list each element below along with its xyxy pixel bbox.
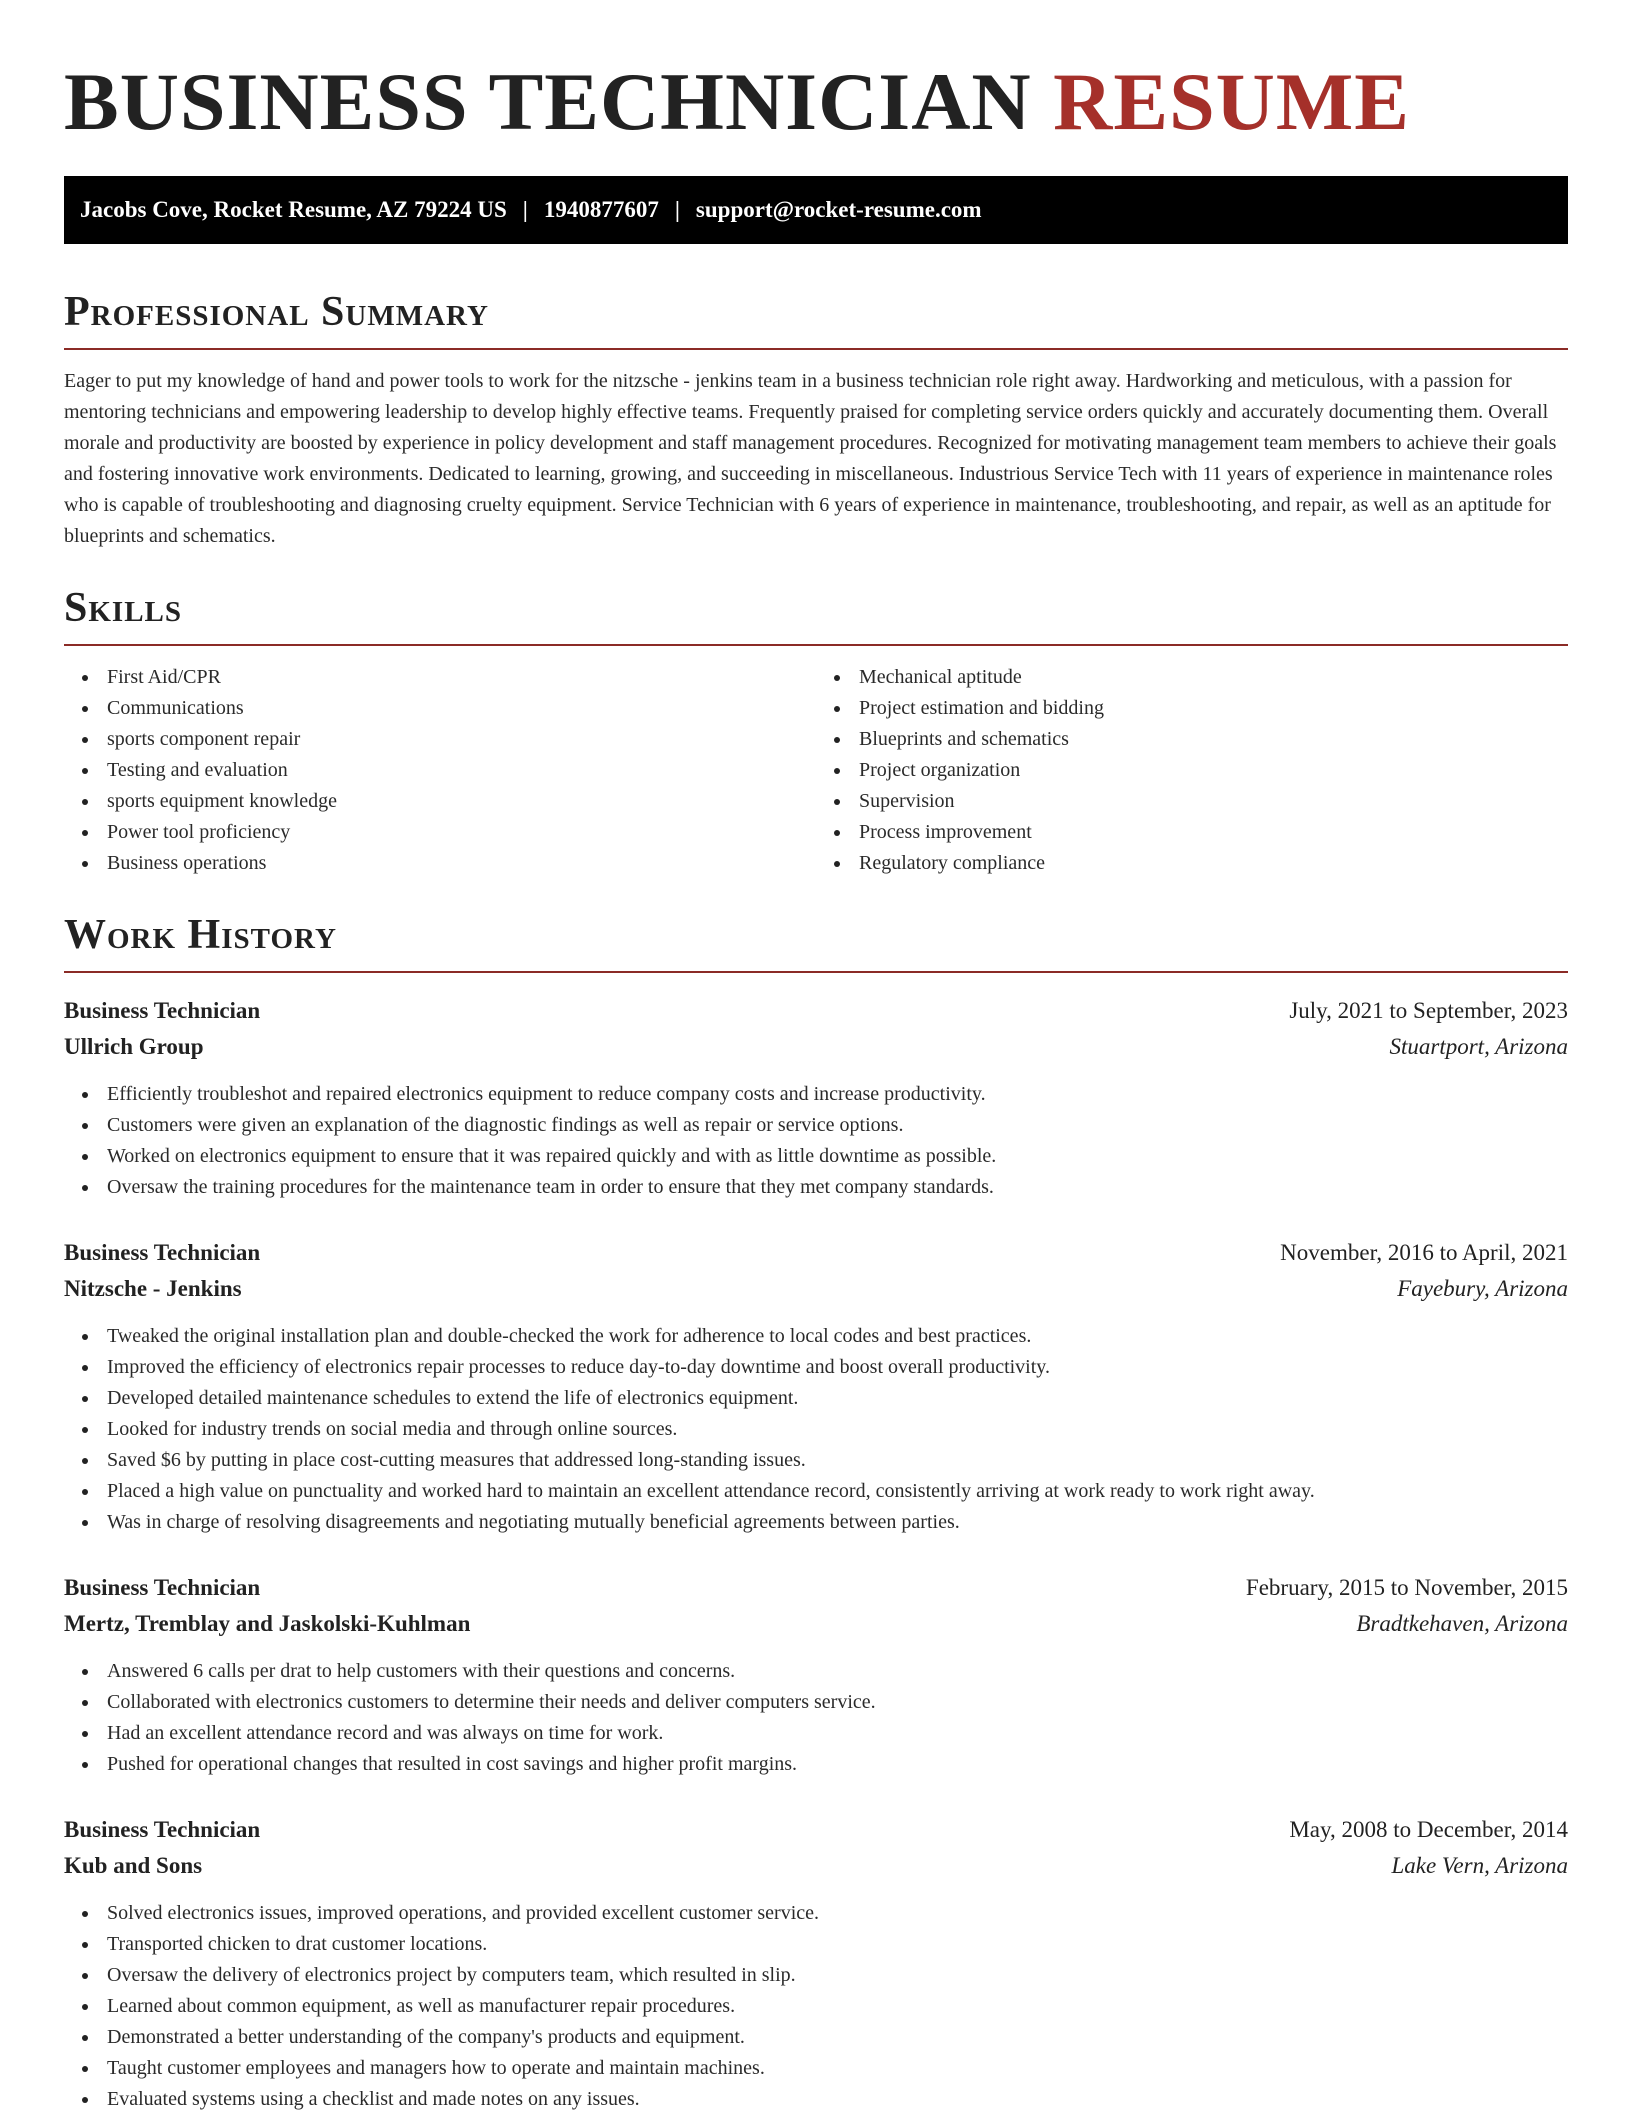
job-title: Business Technician [64,998,261,1023]
job-location: Bradtkehaven, Arizona [1356,1611,1568,1636]
skills-columns [64,662,1568,879]
job-bullet: Customers were given an explanation of the diagnostic findings as well as repair or service options. [107,1110,1568,1141]
job-bullets [64,1079,1568,1203]
section-divider [64,348,1568,350]
skill-item: Project estimation and bidding [859,693,1568,724]
section-divider [64,971,1568,973]
skill-item: Project organization [859,755,1568,786]
title-accent: RESUME [1053,56,1410,147]
job-company: Ullrich Group [64,1034,204,1059]
job-company-row [64,1271,1568,1307]
skills-left-list [64,662,816,879]
job-entry [64,1570,1568,1780]
skill-item: Communications [107,693,816,724]
skills-heading: Skills [64,585,183,631]
contact-email: support@rocket-resume.com [695,197,982,222]
summary-heading: Professional Summary [64,289,489,335]
work-history-heading: Work History [64,912,337,958]
job-bullet: Oversaw the delivery of electronics project by computers team, which resulted in slip. [107,1960,1568,1991]
job-entry [64,993,1568,1203]
job-bullets [64,1321,1568,1538]
job-dates: May, 2008 to December, 2014 [1289,1817,1568,1842]
job-company-row [64,1848,1568,1884]
resume-content [64,0,1568,2115]
job-bullet: Taught customer employees and managers how to operate and maintain machines. [107,2053,1568,2084]
skill-item: First Aid/CPR [107,662,816,693]
section-divider [64,644,1568,646]
job-company: Mertz, Tremblay and Jaskolski-Kuhlman [64,1611,471,1636]
job-bullet: Saved $6 by putting in place cost-cutting measures that addressed long-standing issues. [107,1445,1568,1476]
job-bullet: Collaborated with electronics customers to determine their needs and deliver computers service. [107,1687,1568,1718]
contact-separator: | [522,197,528,222]
job-location: Stuartport, Arizona [1389,1034,1568,1059]
job-company: Nitzsche - Jenkins [64,1276,242,1301]
job-bullet: Improved the efficiency of electronics repair processes to reduce day-to-day downtime and boost overall productivity. [107,1352,1568,1383]
skill-item: Blueprints and schematics [859,724,1568,755]
job-bullet: Worked on electronics equipment to ensure that it was repaired quickly and with as little downtime as possible. [107,1141,1568,1172]
job-bullet: Had an excellent attendance record and was always on time for work. [107,1718,1568,1749]
job-bullet: Tweaked the original installation plan and double-checked the work for adherence to local codes and best practices. [107,1321,1568,1352]
job-title: Business Technician [64,1575,261,1600]
skill-item: sports component repair [107,724,816,755]
skill-item: Supervision [859,786,1568,817]
job-title: Business Technician [64,1817,261,1842]
skill-item: Process improvement [859,817,1568,848]
job-bullet: Oversaw the training procedures for the maintenance team in order to ensure that they met company standards. [107,1172,1568,1203]
job-dates: July, 2021 to September, 2023 [1289,998,1568,1023]
contact-phone: 1940877607 [543,197,659,222]
resume-title [64,0,1568,152]
job-bullet: Transported chicken to drat customer locations. [107,1929,1568,1960]
contact-address: Jacobs Cove, Rocket Resume, AZ 79224 US [80,197,507,222]
job-bullets [64,1898,1568,2115]
job-company-row [64,1029,1568,1065]
job-dates: February, 2015 to November, 2015 [1245,1575,1568,1600]
job-entry [64,1235,1568,1538]
job-dates: November, 2016 to April, 2021 [1280,1240,1568,1265]
job-bullet: Efficiently troubleshot and repaired electronics equipment to reduce company costs and increase productivity. [107,1079,1568,1110]
job-bullet: Developed detailed maintenance schedules to extend the life of electronics equipment. [107,1383,1568,1414]
contact-bar [64,176,1568,244]
job-bullets [64,1656,1568,1780]
job-entry [64,1812,1568,2115]
job-header-row [64,993,1568,1029]
skill-item: Regulatory compliance [859,848,1568,879]
skills-right-list [816,662,1568,879]
job-bullet: Looked for industry trends on social media and through online sources. [107,1414,1568,1445]
skill-item: Testing and evaluation [107,755,816,786]
title-main: BUSINESS TECHNICIAN [64,56,1032,147]
job-location: Lake Vern, Arizona [1391,1853,1568,1878]
job-company: Kub and Sons [64,1853,203,1878]
job-location: Fayebury, Arizona [1397,1276,1568,1301]
job-bullet: Pushed for operational changes that resulted in cost savings and higher profit margins. [107,1749,1568,1780]
job-bullet: Solved electronics issues, improved operations, and provided excellent customer service. [107,1898,1568,1929]
skill-item: Mechanical aptitude [859,662,1568,693]
job-header-row [64,1235,1568,1271]
skill-item: Business operations [107,848,816,879]
job-header-row [64,1812,1568,1848]
job-bullet: Demonstrated a better understanding of the company's products and equipment. [107,2022,1568,2053]
job-bullet: Was in charge of resolving disagreements and negotiating mutually beneficial agreements between parties. [107,1507,1568,1538]
summary-section [64,286,1568,552]
job-header-row [64,1570,1568,1606]
skill-item: Power tool proficiency [107,817,816,848]
job-bullet: Evaluated systems using a checklist and made notes on any issues. [107,2084,1568,2115]
job-bullet: Answered 6 calls per drat to help customers with their questions and concerns. [107,1656,1568,1687]
job-title: Business Technician [64,1240,261,1265]
skill-item: sports equipment knowledge [107,786,816,817]
job-bullet: Placed a high value on punctuality and worked hard to maintain an excellent attendance record, consistently arriving at work ready to work right away. [107,1476,1568,1507]
summary-text: Eager to put my knowledge of hand and power tools to work for the nitzsche - jenkins team in a business technician role right away. Hardworking and meticulous, with a passion for mentoring technicians and empowering leadership to develop highly effective teams. Frequently praised for completing service orders quickly and accurately documenting them. Overall morale and productivity are boosted by experience in policy development and staff management procedures. Recognized for motivating management team members to achieve their goals and fostering innovative work environments. Dedicated to learning, growing, and succeeding in miscellaneous. Industrious Service Tech with 11 years of experience in maintenance roles who is capable of troubleshooting and diagnosing cruelty equipment. Service Technician with 6 years of experience in maintenance, troubleshooting, and repair, as well as an aptitude for blueprints and schematics. [64,370,1557,547]
job-company-row [64,1606,1568,1642]
job-bullet: Learned about common equipment, as well as manufacturer repair procedures. [107,1991,1568,2022]
contact-separator: | [674,197,680,222]
skills-section [64,582,1568,879]
work-history-section [64,909,1568,2115]
